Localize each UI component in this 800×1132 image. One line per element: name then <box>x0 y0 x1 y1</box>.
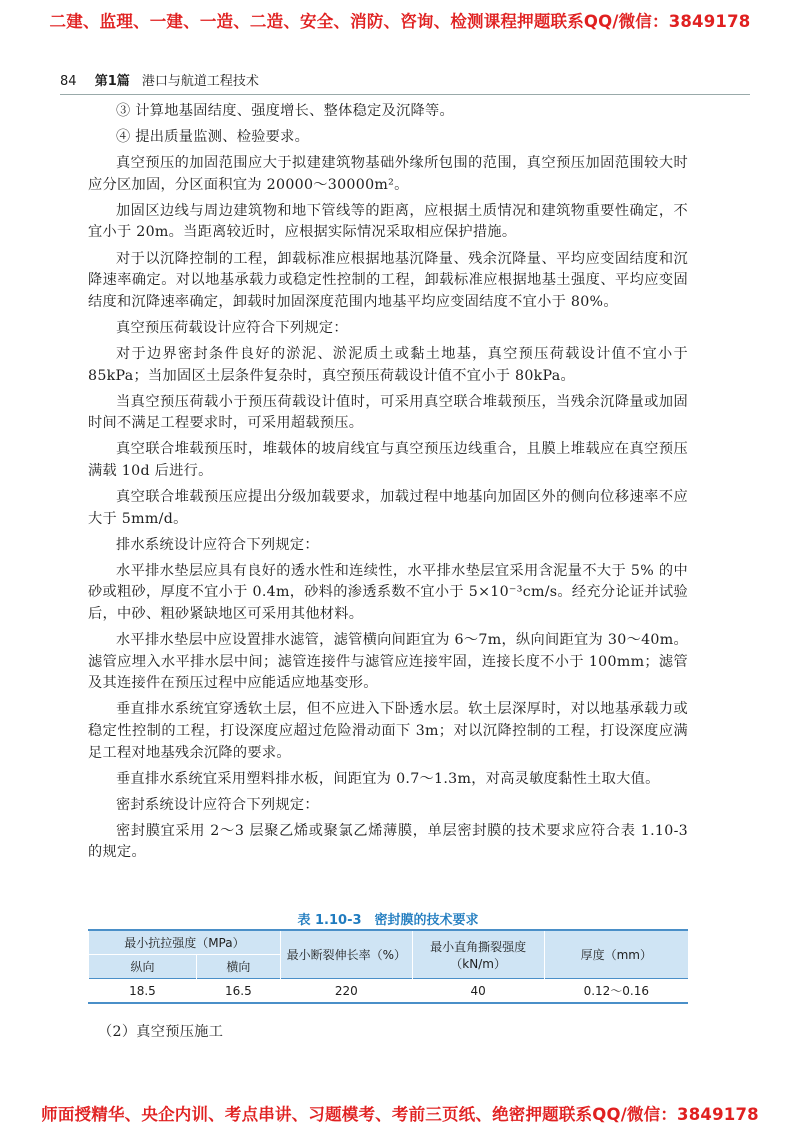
paragraph: 真空预压的加固范围应大于拟建建筑物基础外缘所包围的范围，真空预压加固范围较大时应分区加固，分区面积宜为 20000～30000m²。 <box>88 155 688 193</box>
paragraph: 真空预压荷载设计应符合下列规定： <box>116 319 348 336</box>
paragraph: 真空联合堆载预压应提出分级加载要求，加载过程中地基向加固区外的侧向位移速率不应大于 5mm/d。 <box>88 489 688 527</box>
page-number: 84 <box>60 74 77 89</box>
paragraph: 垂直排水系统宜穿透软土层，但不应进入下卧透水层。软土层深厚时，对以地基承载力或稳定性控制的工程，打设深度应超过危险滑动面下 3m；对以沉降控制的工程，打设深度应满足工程对地基残余沉降的要求。 <box>88 701 688 761</box>
body-text <box>88 101 688 869</box>
header-transverse: 横向 <box>196 955 280 979</box>
header-longitudinal: 纵向 <box>89 955 197 979</box>
paragraph: 加固区边线与周边建筑物和地下管线等的距离，应根据土质情况和建筑物重要性确定，不宜小于 20m。当距离较近时，应根据实际情况采取相应保护措施。 <box>88 202 688 241</box>
top-promo-banner: 二建、监理、一建、一造、二造、安全、消防、咨询、检测课程押题联系QQ/微信：3849178 <box>49 12 751 31</box>
chapter-title: 港口与航道工程技术 <box>141 74 259 89</box>
paragraph: 密封膜宜采用 2～3 层聚乙烯或聚氯乙烯薄膜，单层密封膜的技术要求应符合表 1.10-3 的规定。 <box>88 822 688 861</box>
header-tear: 最小直角撕裂强度（kN/m） <box>412 930 544 979</box>
header-elongation: 最小断裂伸长率（%） <box>280 930 412 979</box>
paragraph: 排水系统设计应符合下列规定： <box>116 536 319 553</box>
table-title: 表 1.10-3 密封膜的技术要求 <box>297 913 479 928</box>
paragraph: 真空联合堆载预压时，堆载体的坡肩线宜与真空预压边线重合，且膜上堆载应在真空预压满载 10d 后进行。 <box>88 441 688 479</box>
paragraph: 对于边界密封条件良好的淤泥、淤泥质土或黏土地基，真空预压荷载设计值不宜小于 85kPa；当加固区土层条件复杂时，真空预压荷载设计值不宜小于 80kPa。 <box>88 345 688 384</box>
page-header <box>60 70 750 95</box>
cell-transverse: 16.5 <box>196 979 280 1004</box>
cell-tear: 40 <box>412 979 544 1004</box>
paragraph: 当真空预压荷载小于预压荷载设计值时，可采用真空联合堆载预压，当残余沉降量或加固时间不满足工程要求时，可采用超载预压。 <box>88 393 688 432</box>
cell-elongation: 220 <box>280 979 412 1004</box>
paragraph: 水平排水垫层应具有良好的透水性和连续性，水平排水垫层宜采用含泥量不大于 5% 的中砂或粗砂，厚度不宜小于 0.4m，砂料的渗透系数不宜小于 5×10⁻³cm/s。经充分论证并试验后，中砂、粗砂紧缺地区可采用其他材料。 <box>88 562 688 622</box>
table-row <box>89 979 689 1004</box>
paragraph: ③ 计算地基固结度、强度增长、整体稳定及沉降等。 <box>116 103 455 119</box>
bottom-promo-banner: 师面授精华、央企内训、考点串讲、习题模考、考前三页纸、绝密押题联系QQ/微信：3849178 <box>41 1105 759 1124</box>
paragraph: 水平排水垫层中应设置排水滤管，滤管横向间距宜为 6～7m，纵向间距宜为 30～40m。滤管应埋入水平排水层中间；滤管连接件与滤管应连接牢固，连接长度不小于 100mm；滤管及其连接件在预压过程中应能适应地基变形。 <box>88 632 688 692</box>
part-label: 第1篇 <box>94 74 130 89</box>
subsection-heading: （2）真空预压施工 <box>98 1024 224 1040</box>
header-thickness: 厚度（mm） <box>544 930 688 979</box>
header-tensile: 最小抗拉强度（MPa） <box>89 930 281 955</box>
paragraph: 密封系统设计应符合下列规定： <box>116 796 319 813</box>
paragraph: 垂直排水系统宜采用塑料排水板，间距宜为 0.7～1.3m，对高灵敏度黏性土取大值。 <box>116 770 660 787</box>
membrane-spec-table <box>88 929 688 1004</box>
paragraph: 对于以沉降控制的工程，卸载标准应根据地基沉降量、残余沉降量、平均应变固结度和沉降速率确定。对以地基承载力或稳定性控制的工程，卸载标准应根据地基土强度、平均应变固结度和沉降速率确定，卸载时加固深度范围内地基平均应变固结度不宜小于 80%。 <box>88 250 688 310</box>
cell-thickness: 0.12～0.16 <box>544 979 688 1004</box>
cell-longitudinal: 18.5 <box>89 979 197 1004</box>
paragraph: ④ 提出质量监测、检验要求。 <box>116 129 310 146</box>
